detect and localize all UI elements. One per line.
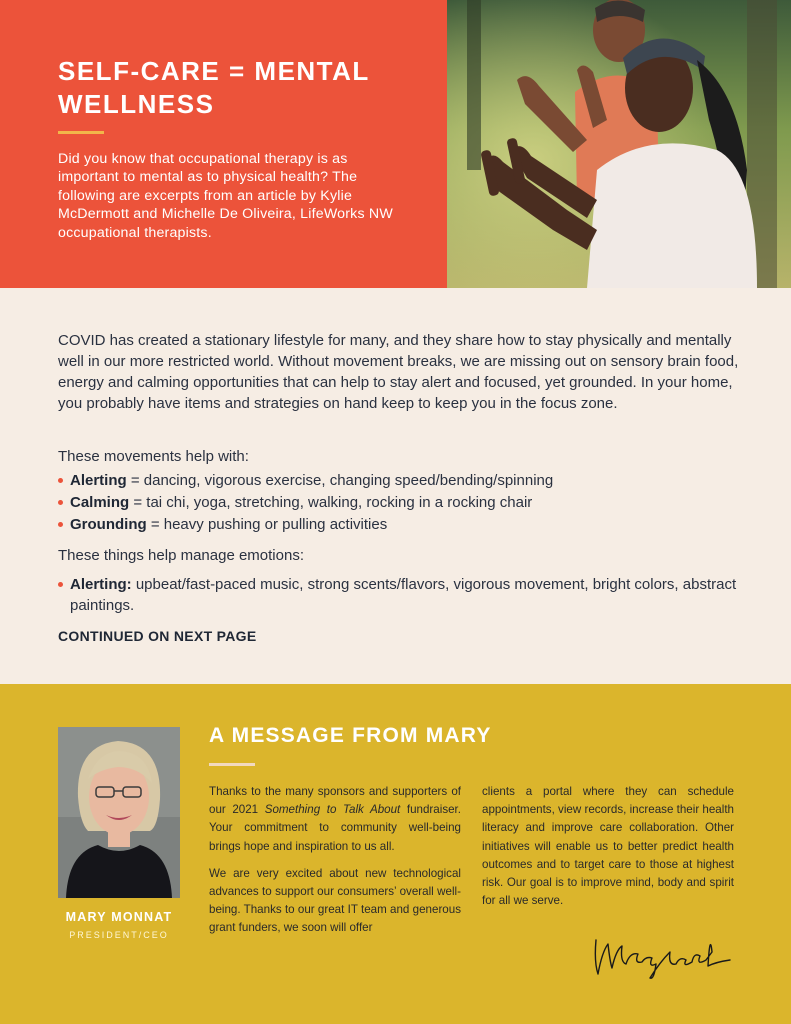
list-item — [58, 492, 748, 513]
hero-accent-rule — [58, 131, 104, 134]
list-item-term: Calming — [70, 494, 130, 511]
message-accent-rule — [209, 763, 255, 766]
message-paragraph-2: We are very excited about new technological advances to support our consumers’ overall well-being. Thanks to our great IT team and generous grant funders, we soon will offer — [209, 866, 461, 935]
bullet-icon — [58, 522, 63, 527]
hero-section — [0, 0, 791, 288]
list-item — [58, 470, 748, 491]
list-item-text: = tai chi, yoga, stretching, walking, rocking in a rocking chair — [129, 494, 533, 511]
emotions-lead: These things help manage emotions: — [58, 547, 304, 564]
list-item-text: = heavy pushing or pulling activities — [146, 516, 388, 533]
movements-lead: These movements help with: — [58, 448, 249, 465]
article-section — [0, 288, 791, 684]
bullet-icon — [58, 500, 63, 505]
list-item-text: = dancing, vigorous exercise, changing speed/bending/spinning — [126, 472, 554, 489]
list-item — [58, 574, 748, 616]
bullet-icon — [58, 582, 63, 587]
movements-list — [58, 470, 748, 536]
list-item-term: Alerting: — [70, 576, 132, 593]
hero-panel — [0, 0, 447, 288]
message-column-2 — [482, 783, 734, 919]
person-name: MARY MONNAT — [65, 910, 173, 924]
mary-portrait — [58, 727, 180, 898]
list-item-text: upbeat/fast-paced music, strong scents/flavors, vigorous movement, bright colors, abstract paintings. — [70, 576, 737, 614]
message-paragraph-3: clients a portal where they can schedule appointments, view records, increase their health literacy and improve care collaboration. Other initiatives will enable us to better predict health outcomes and to target care to those at highest risk. Our goal is to improve mind, body and spirit for all we serve. — [482, 785, 734, 908]
list-item-term: Alerting — [70, 472, 127, 489]
hero-title: SELF-CARE = MENTAL WELLNESS — [58, 56, 370, 119]
message-title: A MESSAGE FROM MARY — [209, 724, 492, 747]
signature-image — [590, 922, 736, 982]
message-column-1 — [209, 783, 461, 947]
bullet-icon — [58, 478, 63, 483]
tai-chi-photo — [447, 0, 791, 288]
message-section — [0, 684, 791, 1024]
portrait-illustration — [58, 727, 180, 898]
list-item-term: Grounding — [70, 516, 147, 533]
event-name: Something to Talk About — [264, 803, 401, 817]
message-text: fundraiser. Your commitment to community well-being brings hope and inspiration to us all. — [209, 803, 462, 853]
emotions-list — [58, 574, 748, 617]
tai-chi-photo-illustration — [447, 0, 791, 288]
list-item — [58, 514, 748, 535]
continued-label: CONTINUED ON NEXT PAGE — [58, 628, 257, 644]
hero-intro: Did you know that occupational therapy is as important to mental as to physical health? The following are excerpts from an article by Kylie McDermott and Michelle De Oliveira, LifeWorks NW occupational therapists. — [58, 151, 393, 241]
person-role: PRESIDENT/CEO — [69, 930, 169, 940]
message-paragraph-1 — [209, 783, 461, 856]
article-paragraph: COVID has created a stationary lifestyle for many, and they share how to stay physically and mentally well in our more restricted world. Without movement breaks, we are missing out on sensory brain food, energy and calming opportunities that can help to stay alert and focused, yet grounded. In your home, you probably have items and strategies on hand keep to keep you in the focus zone. — [58, 332, 739, 412]
message-text: Thanks to the many sponsors and supporters of our 2021 — [209, 785, 461, 817]
